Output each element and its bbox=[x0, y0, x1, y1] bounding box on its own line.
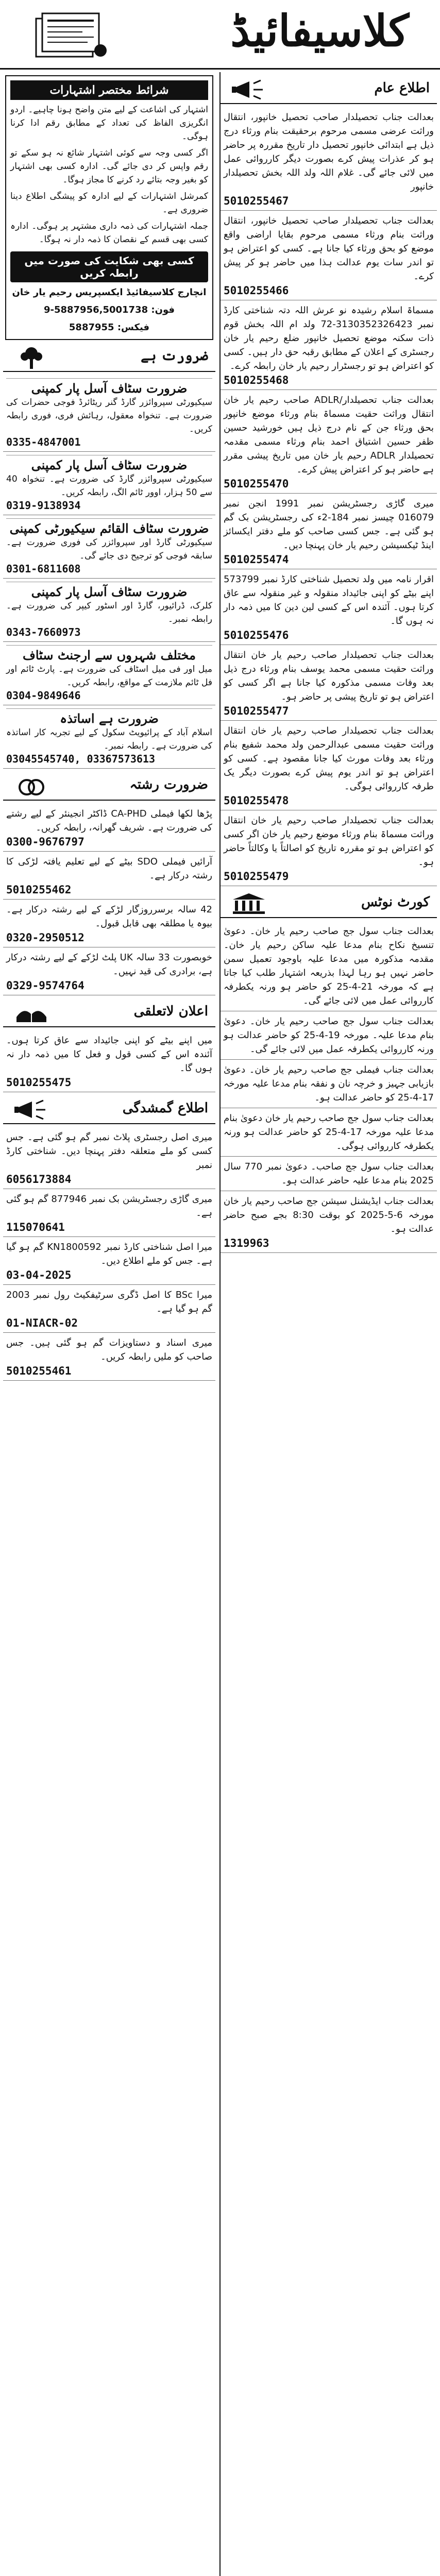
ad-item bbox=[3, 1189, 215, 1237]
left-column bbox=[3, 72, 215, 1381]
job-title: مختلف شہروں سے ارجنٹ سٹاف bbox=[6, 645, 212, 663]
job-phone: 03045545740, 03367573613 bbox=[6, 753, 155, 765]
ad-phone: 115070641 bbox=[6, 1221, 65, 1233]
terms-item: اشتہار کی اشاعت کے لیے متن واضح ہونا چاہیے۔ اردو انگریزی الفاظ کی تعداد کے مطابق رقم ادا کرنا ہوگی۔ bbox=[10, 105, 208, 142]
ad-terms-box bbox=[5, 75, 213, 340]
ad-item bbox=[3, 1030, 215, 1092]
ad-item bbox=[3, 1237, 215, 1285]
section-title: کورٹ نوٹس bbox=[361, 894, 430, 910]
ad-body: بعدالت جناب فیملی جج صاحب رحیم یار خان۔ دعویٰ بازیابی جہیز و خرچہ نان و نفقہ بنام مدعا علیہ مورخہ 17-4-25 کو حاضر عدالت ہو۔ bbox=[224, 1064, 434, 1103]
section-title: ضرورت ہے bbox=[141, 348, 208, 364]
ad-item bbox=[221, 107, 437, 211]
ad-phone: 1319963 bbox=[224, 1237, 269, 1249]
newspaper-icon bbox=[31, 9, 108, 61]
job-body: سیکیورٹی سپروائزر گارڈ گنر ریٹائرڈ فوجی حضرات کی ضرورت ہے۔ تنخواہ معقول، رہائش فری، فوری رابطہ کریں۔ bbox=[6, 397, 212, 434]
ad-item bbox=[3, 804, 215, 852]
ad-phone: 5010255479 bbox=[224, 870, 289, 883]
ad-body: بعدالت جناب تحصیلدار صاحب رحیم یار خان انتقال وراثت حقیت مسمی محمد یوسف بنام ورثاء درج ذیل بعد وفات مسمی مذکورہ کیا جانا ہے اگر کسی کو اعتراض ہو تو تاریخ پیشی پر حاضر ہو۔ bbox=[224, 650, 434, 702]
court-notice-list bbox=[221, 921, 437, 1253]
section-title: اعلان لاتعلقی bbox=[133, 1004, 208, 1019]
ad-body: پڑھا لکھا فیملی CA-PHD ڈاکٹر انجینئر کے لیے رشتے کی ضرورت ہے۔ شریف گھرانہ، رابطہ کریں۔ bbox=[6, 808, 212, 833]
ad-body: میں اپنے بیٹے کو اپنی جائیداد سے عاق کرتا ہوں۔ آئندہ اس کے کسی قول و فعل کا میں ذمہ دار نہ ہوں گا۔ bbox=[6, 1035, 212, 1074]
ad-item bbox=[221, 494, 437, 569]
ad-phone: 5010255462 bbox=[6, 884, 72, 896]
section-header-court-notice bbox=[221, 890, 437, 918]
court-building-icon bbox=[231, 892, 267, 915]
job-ad bbox=[3, 452, 215, 515]
job-ad bbox=[3, 705, 215, 769]
tree-icon bbox=[13, 346, 49, 369]
job-title: ضرورت سٹاف آسل پار کمپنی bbox=[6, 455, 212, 472]
job-body: میل اور فی میل اسٹاف کی ضرورت ہے۔ پارٹ ٹائم اور فل ٹائم ملازمت کے مواقع، رابطہ کریں۔ bbox=[6, 664, 212, 688]
ad-item bbox=[3, 900, 215, 947]
ad-body: خوبصورت 33 سالہ UK پلٹ لڑکے کے لیے رشتہ درکار ہے، برادری کی قید نہیں۔ bbox=[6, 952, 212, 977]
ad-item bbox=[221, 300, 437, 390]
ad-body: میرا اصل شناختی کارڈ نمبر KN1800592 گم ہو گیا ہے۔ جس کو ملے اطلاع دیں۔ bbox=[6, 1242, 212, 1266]
megaphone-icon bbox=[231, 78, 267, 101]
ad-item bbox=[221, 645, 437, 721]
ad-body: بعدالت جناب سول جج صاحب۔ دعویٰ نمبر 770 سال 2025 بنام مدعا علیہ حاضر عدالت ہو۔ bbox=[224, 1161, 434, 1186]
ad-item bbox=[221, 721, 437, 810]
contact-phone: فون: 5887956,5001738-9 bbox=[43, 304, 175, 315]
job-body: اسلام آباد کے پرائیویٹ سکول کے لیے تجربہ کار اساتذہ کی ضرورت ہے۔ رابطہ نمبر۔ bbox=[6, 727, 212, 751]
job-ad bbox=[3, 642, 215, 705]
job-phone: 0301-6811608 bbox=[6, 563, 81, 575]
ad-item bbox=[3, 1285, 215, 1333]
ad-item bbox=[3, 947, 215, 995]
ad-body: بعدالت جناب تحصیلدار صاحب تحصیل خانپور، انتقال وراثت عرضی مسمی مرحوم برحقیقت بنام ورثاء درج ذیل ہے ابتدائی خانپور تحصیل دار تاریخ مقررہ پر حاضر ہو کر عذرات پیش کرے بصورت دیگر کارروائی عمل میں لائی جائے گی۔ غلام اللہ ولد اللہ بخش تحصیلدار خانپور bbox=[224, 112, 434, 192]
ad-phone: 5010255470 bbox=[224, 478, 289, 490]
job-ad bbox=[3, 515, 215, 579]
ad-body: میری اسناد و دستاویزات گم ہو گئی ہیں۔ جس صاحب کو ملیں رابطہ کریں۔ bbox=[6, 1337, 212, 1362]
ad-phone: 03-04-2025 bbox=[6, 1269, 72, 1281]
section-header-jobs bbox=[3, 344, 215, 372]
ad-body: میرا BSc کا اصل ڈگری سرٹیفکیٹ رول نمبر 2003 گم ہو گیا ہے۔ bbox=[6, 1290, 212, 1314]
ad-item bbox=[221, 1157, 437, 1191]
page-header bbox=[0, 0, 440, 70]
section-header-ielan-laaliqi bbox=[3, 999, 215, 1027]
job-title: ضرورت سٹاف آسل پار کمپنی bbox=[6, 378, 212, 396]
ad-item bbox=[221, 1108, 437, 1157]
job-title: ضرورت سٹاف آسل پار کمپنی bbox=[6, 582, 212, 599]
contact-fax: فیکس: 5887955 bbox=[69, 322, 150, 333]
ad-body: میری گاڑی رجسٹریشن نمبر 1991 انجن نمبر 016079 چیسز نمبر 184-2ء کی رجسٹریشن بک گم ہو گئی ہے۔ جس کسی صاحب کو ملے دفتر ایکسائز اینڈ ٹیکسیشن رحیم یار خان پہنچا دیں۔ bbox=[224, 498, 434, 551]
ad-phone: 5010255475 bbox=[6, 1076, 72, 1089]
ielan-laaliqi-list bbox=[3, 1030, 215, 1092]
ad-item bbox=[3, 1333, 215, 1381]
ad-phone: 5010255466 bbox=[224, 284, 289, 297]
ad-item bbox=[221, 1191, 437, 1253]
ad-item bbox=[221, 921, 437, 1011]
section-title: اطلاع گمشدگی bbox=[122, 1100, 208, 1116]
job-phone: 0335-4847001 bbox=[6, 436, 81, 448]
gumshudgi-list bbox=[3, 1127, 215, 1381]
ad-body: 42 سالہ برسرروزگار لڑکے کے لیے رشتہ درکار ہے۔ بیوہ یا مطلقہ بھی قابل قبول۔ bbox=[6, 904, 212, 929]
ad-body: بعدالت جناب تحصیلدار/ADLR صاحب رحیم یار خان انتقال وراثت حقیت مسماۃ بنام ورثاء موضع خانپور بحق ورثاء جن کے نام درج ذیل ہیں خورشید حسین ظفر حسین اشتیاق احمد بنام ورثاء مسمی مقدمہ تحصیلدار ADLR رحیم یار خان میں تاریخ پیشی مقرر ہے حاضر ہو کر اعتراض پیش کرے۔ bbox=[224, 395, 434, 475]
contact-label: انچارج کلاسیفائیڈ ایکسپریس رحیم یار خان bbox=[12, 287, 207, 298]
job-ad bbox=[3, 375, 215, 452]
ad-body: آرائیں فیملی SDO بیٹے کے لیے تعلیم یافتہ لڑکی کا رشتہ درکار ہے۔ bbox=[6, 856, 213, 881]
ad-item bbox=[3, 1127, 215, 1189]
terms-item: کمرشل اشتہارات کے لیے ادارہ کو پیشگی اطلاع دینا ضروری ہے۔ bbox=[10, 191, 208, 215]
ishtehar-aam-list bbox=[221, 107, 437, 886]
ad-body: اقرار نامہ میں ولد تحصیل شناختی کارڈ نمبر 573799 اپنے بیٹے کو اپنی جائیداد منقولہ و غیر منقولہ سے عاق کرتا ہوں۔ آئندہ اس کے کسی لین دین کا میں ذمہ دار نہ ہوں گا۔ bbox=[224, 574, 434, 626]
ad-phone: 5010255474 bbox=[224, 553, 289, 566]
job-body: سیکیورٹی سپروائزر گارڈ کی ضرورت ہے۔ تنخواہ 40 سے 50 ہزار، اوور ٹائم الگ، رابطہ کریں۔ bbox=[6, 474, 212, 498]
ad-item bbox=[221, 569, 437, 645]
job-phone: 0319-9138934 bbox=[6, 499, 81, 512]
terms-item: جملہ اشتہارات کی ذمہ داری مشتہر پر ہوگی۔ ادارہ کسی بھی قسم کے نقصان کا ذمہ دار نہ ہوگا۔ bbox=[10, 221, 208, 245]
rings-icon bbox=[13, 775, 49, 798]
ad-phone: 5010255461 bbox=[6, 1365, 72, 1377]
ad-phone: 0300-9676797 bbox=[6, 836, 84, 848]
ad-phone: 01-NIACR-02 bbox=[6, 1317, 78, 1329]
ad-body: بعدالت جناب تحصیلدار صاحب تحصیل خانپور، انتقال وراثت بنام ورثاء مسمی مرحوم بقایا اراضی واقع موضع کو بحق ورثاء کیا جانا ہے۔ کسی کو اعتراض ہو تو اندر سات یوم عدالت ہذا میں حاضر ہو کر پیش کرے۔ bbox=[224, 215, 434, 282]
ad-item bbox=[221, 1060, 437, 1108]
ad-item bbox=[221, 211, 437, 300]
ad-body: بعدالت جناب سول جج صاحب رحیم یار خان دعویٰ بنام مدعا علیہ مورخہ 17-4-25 کو حاضر عدالت ہو ورنہ یکطرفہ کارروائی ہوگی۔ bbox=[224, 1113, 434, 1151]
job-title: ضرورت ہے اساتذہ bbox=[6, 708, 212, 726]
ad-phone: 5010255467 bbox=[224, 195, 289, 207]
ad-item bbox=[221, 810, 437, 886]
section-title: ضرورت رشتہ bbox=[129, 777, 208, 792]
ad-body: مسماۃ اسلام رشیدہ نو عرش اللہ دتہ شناختی کارڈ نمبر 3130352326423-72 ولد ام اللہ بخش قوم ذات سکنہ موضع تحصیل خانپور ضلع رحیم یار خان رجسٹری کے اعلان کے مطابق رقبہ حق دار ہیں۔ کسی کو اعتراض ہو تو رجسٹرار رحیم یار خان رابطہ کرے۔ bbox=[224, 305, 434, 371]
jobs-list bbox=[3, 375, 215, 769]
ad-body: بعدالت جناب تحصیلدار صاحب رحیم یار خان انتقال وراثت مسماۃ بنام ورثاء موضع رحیم یار خان اگر کسی کو اعتراض ہو تو مقررہ تاریخ کو اصالتاً یا وکالتاً حاضر ہو۔ bbox=[224, 815, 434, 868]
complaint-callout: کسی بھی شکایت کی صورت میں رابطہ کریں bbox=[10, 251, 208, 282]
ad-phone: 5010255478 bbox=[224, 794, 289, 807]
right-column bbox=[221, 72, 437, 1253]
page-title: کلاسیفائیڈ bbox=[230, 5, 409, 56]
ad-phone: 5010255477 bbox=[224, 705, 289, 717]
job-phone: 0343-7660973 bbox=[6, 626, 81, 638]
hands-icon bbox=[13, 1002, 49, 1024]
ad-item bbox=[3, 852, 215, 900]
section-header-ishtehar-aam bbox=[221, 76, 437, 104]
ad-body: میری اصل رجسٹری پلاٹ نمبر گم ہو گئی ہے۔ جس کسی کو ملے متعلقہ دفتر پہنچا دیں۔ شناختی کارڈ نمبر bbox=[6, 1132, 212, 1171]
ad-body: بعدالت جناب سول جج صاحب رحیم یار خان۔ دعویٰ بنام مدعا علیہ۔ مورخہ 19-4-25 کو حاضر عدالت ہو ورنہ کارروائی یکطرفہ عمل میں لائی جائے گی۔ bbox=[224, 1016, 434, 1055]
section-header-gumshudgi bbox=[3, 1096, 215, 1124]
ad-phone: 5010255468 bbox=[224, 374, 289, 386]
ad-item bbox=[221, 1011, 437, 1060]
megaphone-icon bbox=[13, 1098, 49, 1121]
ad-phone: 0320-2950512 bbox=[6, 931, 84, 944]
ad-body: بعدالت جناب سول جج صاحب رحیم یار خان۔ دعویٰ تنسیخ نکاح بنام مدعا علیہ ساکن رحیم یار خان۔ مقدمہ مذکورہ میں مدعا علیہ باوجود تعمیل سمن حاضر نہیں ہو رہا لہذا بذریعہ اشتہار طلب کیا جاتا ہے کہ مورخہ 21-4-25 کو حاضر ہو ورنہ یکطرفہ کارروائی عمل میں لائی جائے گی۔ bbox=[224, 926, 434, 1006]
job-title: ضرورت سٹاف القائم سیکیورٹی کمپنی bbox=[6, 518, 212, 536]
ad-phone: 6056173884 bbox=[6, 1173, 72, 1185]
terms-item: اگر کسی وجہ سے کوئی اشتہار شائع نہ ہو سکے تو رقم واپس کر دی جائے گی۔ ادارہ کسی بھی اشتہار کو بغیر وجہ بتائے رد کرنے کا مجاز ہوگا۔ bbox=[10, 148, 208, 185]
section-header-rishta bbox=[3, 773, 215, 801]
section-title: اطلاع عام bbox=[374, 80, 430, 96]
job-phone: 0304-9849646 bbox=[6, 689, 81, 702]
rishta-list bbox=[3, 804, 215, 995]
ad-body: میری گاڑی رجسٹریشن بک نمبر 877946 گم ہو گئی ہے۔ bbox=[6, 1194, 212, 1218]
job-body: کلرک، ڈرائیور، گارڈ اور اسٹور کیپر کی ضرورت ہے۔ رابطہ نمبر۔ bbox=[6, 601, 212, 624]
ad-phone: 0329-9574764 bbox=[6, 979, 84, 992]
job-ad bbox=[3, 579, 215, 642]
ad-item bbox=[221, 390, 437, 494]
ad-body: بعدالت جناب ایڈیشنل سیشن جج صاحب رحیم یار خان مورخہ 6-5-2025 کو بوقت 8:30 بجے صبح حاضر عدالت ہو۔ bbox=[224, 1196, 434, 1234]
ad-body: بعدالت جناب تحصیلدار صاحب رحیم یار خان انتقال وراثت حقیت مسمی عبدالرحمن ولد محمد شفیع بنام ورثاء بعد وفات مورث کیا جانا مقصود ہے۔ کسی کو اعتراض ہو تو اندر یوم پیش کرے بصورت دیگر یک طرفہ کارروائی ہوگی۔ bbox=[224, 725, 434, 792]
job-body: سیکیورٹی گارڈ اور سپروائزر کی فوری ضرورت ہے۔ سابقہ فوجی کو ترجیح دی جائے گی۔ bbox=[6, 537, 212, 561]
terms-heading: شرائط مختصر اشتہارات bbox=[10, 80, 208, 100]
ad-phone: 5010255476 bbox=[224, 629, 289, 641]
